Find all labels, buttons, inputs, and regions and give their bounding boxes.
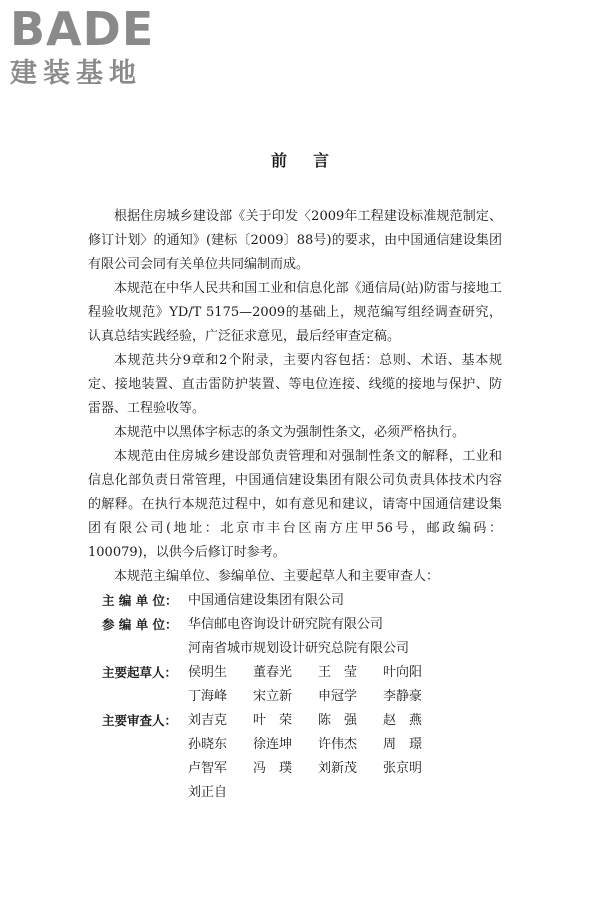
person-name: 刘新茂 <box>318 761 358 776</box>
document-body <box>88 205 502 805</box>
org-name: 华信邮电咨询设计研究院有限公司 <box>188 617 384 632</box>
role-label: 参 编 单 位： <box>102 617 178 632</box>
org-name: 河南省城市规划设计研究总院有限公司 <box>188 641 410 656</box>
person-name: 丁海峰 <box>188 689 228 704</box>
person-name: 王 莹 <box>318 665 358 680</box>
role-reviewers <box>88 709 502 805</box>
paragraph: 本规范由住房城乡建设部负责管理和对强制性条文的解释，工业和信息化部负责日常管理，中国通信建设集团有限公司负责具体技术内容的解释。在执行本规范过程中，如有意见和建议，请寄中国通信建设集团有限公司(地址：北京市丰台区南方庄甲56号，邮政编码：100079)，以供今后修订时参考。 <box>88 449 502 560</box>
role-label: 主要起草人： <box>102 665 178 680</box>
role-label: 主 编 单 位： <box>102 593 178 608</box>
person-name: 张京明 <box>383 761 423 776</box>
credits-list <box>88 589 502 805</box>
paragraph: 本规范在中华人民共和国工业和信息化部《通信局(站)防雷与接地工程验收规范》YD/T 5175—2009的基础上，规范编写组经调查研究，认真总结实践经验，广泛征求意见，最后经审查定稿。 <box>88 281 502 344</box>
paragraph: 本规范主编单位、参编单位、主要起草人和主要审查人： <box>114 569 440 584</box>
person-name: 陈 强 <box>318 713 358 728</box>
person-name: 刘吉克 <box>188 713 228 728</box>
person-name: 侯明生 <box>188 665 228 680</box>
person-name: 卢智军 <box>188 761 228 776</box>
org-name: 中国通信建设集团有限公司 <box>188 593 345 608</box>
paragraph: 本规范共分9章和2个附录，主要内容包括：总则、术语、基本规定、接地装置、直击雷防护装置、等电位连接、线缆的接地与保护、防雷器、工程验收等。 <box>88 353 502 416</box>
person-name: 宋立新 <box>253 689 293 704</box>
person-name: 徐连坤 <box>253 737 293 752</box>
person-name: 赵 燕 <box>383 713 423 728</box>
page-title: 前言 <box>270 151 355 170</box>
person-name: 李静豪 <box>383 689 423 704</box>
brand-logo <box>10 2 155 89</box>
person-name: 董春光 <box>253 665 293 680</box>
logo-text: BADE <box>10 2 155 56</box>
logo-subtitle: 建装基地 <box>10 58 142 89</box>
person-name: 叶向阳 <box>383 665 423 680</box>
person-name: 申冠学 <box>318 689 358 704</box>
person-name: 许伟杰 <box>318 737 358 752</box>
paragraph: 根据住房城乡建设部《关于印发〈2009年工程建设标准规范制定、修订计划〉的通知》(建标〔2009〕88号)的要求，由中国通信建设集团有限公司会同有关单位共同编制而成。 <box>88 209 502 272</box>
role-participants <box>88 613 502 661</box>
person-name: 冯 璞 <box>253 761 293 776</box>
paragraph: 本规范中以黑体字标志的条文为强制性条文，必须严格执行。 <box>114 425 466 440</box>
role-label: 主要审查人： <box>102 713 178 728</box>
person-name: 叶 荣 <box>253 713 293 728</box>
role-drafters <box>88 661 502 709</box>
person-name: 刘正自 <box>188 785 228 800</box>
person-name: 孙晓东 <box>188 737 228 752</box>
role-chief-editor <box>88 589 502 613</box>
person-name: 周 璟 <box>383 737 423 752</box>
